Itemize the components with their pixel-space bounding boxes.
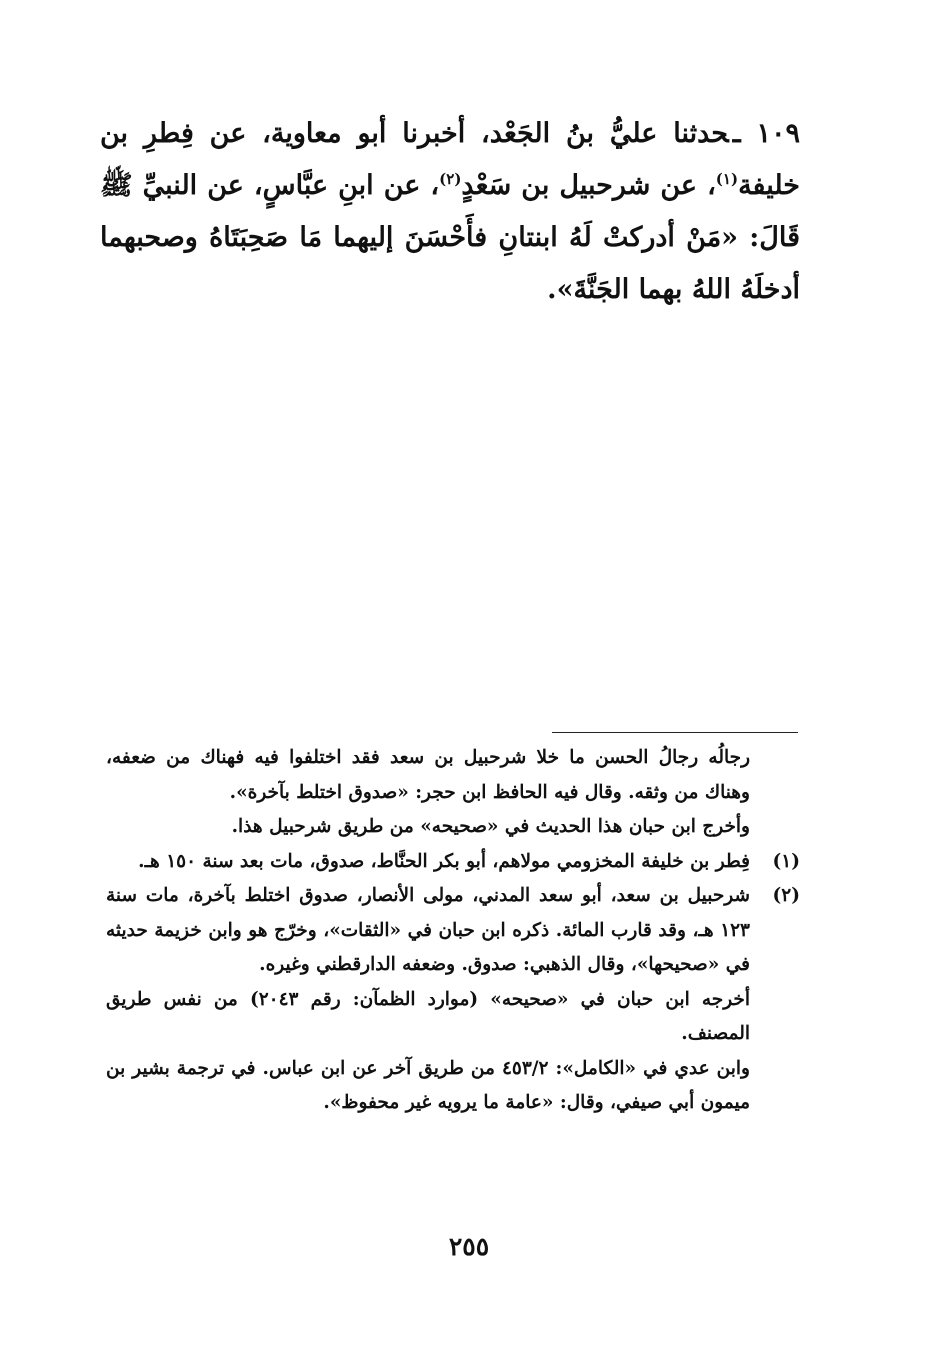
footnote-ref-1: (١) [715,170,739,188]
hadith-number: ١٠٩ ـ [732,118,800,149]
footnote-paragraph: أخرجه ابن حبان في «صحيحه» (موارد الظمآن: رقم ٢٠٤٣) من نفس طريق المصنف. [106,988,750,1044]
footnote-intro-paragraph: رجالُه رجالُ الحسن ما خلا شرحبيل بن سعد فقد اختلفوا فيه فهناك من ضعفه، وهناك من وثقه. وقال فيه الحافظ ابن حجر: «صدوق اختلط بآخرة». [106,747,750,803]
footnote-2 [106,879,800,1121]
footnote-paragraph: شرحبيل بن سعد، أبو سعد المدني، مولى الأنصار، صدوق اختلط بآخرة، مات سنة ١٢٣ هـ، وقد قارب المائة. ذكره ابن حبان في «الثقات»، وخرّج هو وابن خزيمة حديثه في «صحيحها»، وقال الذهبي: صدوق. وضعفه الدارقطني وغيره. [106,885,750,975]
hadith-text [100,108,800,316]
hadith-text-part-2: ، عن شرحبيل بن سَعْدٍ [461,170,716,201]
footnote-number: (١) [772,850,800,872]
footnote-1 [106,845,800,880]
footnote-paragraph: وابن عدي في «الكامل»: ٤٥٣/٢ من طريق آخر عن ابن عباس. في ترجمة بشير بن ميمون أبي صيفي، وقال: «عامة ما يرويه غير محفوظ». [106,1057,750,1113]
footnote-number: (٢) [772,885,800,906]
page-number: ٢٥٥ [448,1232,490,1261]
footnote-intro-paragraph: وأخرج ابن حبان هذا الحديث في «صحيحه» من طريق شرحبيل هذا. [231,816,750,837]
footnote-separator [552,732,798,733]
footnote-ref-2: (٢) [439,170,462,188]
footnotes [106,741,800,1121]
footnote-paragraph: فِطر بن خليفة المخزومي مولاهم، أبو بكر الحنَّاط، صدوق، مات بعد سنة ١٥٠ هـ. [138,850,750,872]
hadith-text-part-1: حدثنا عليُّ بنُ الجَعْد، أخبرنا أبو معاوية، عن فِطرِ بن خليفة [100,118,800,201]
hadith-text-part-3: ، عن ابنِ عبَّاسٍ، عن النبيِّ ﷺ قَالَ: «مَنْ أدركتْ لَهُ ابنتانِ فأَحْسَنَ إليهما مَا صَحِبَتَاهُ وصحبهما أدخلَهُ اللهُ بهما الجَنَّةَ». [100,170,800,305]
